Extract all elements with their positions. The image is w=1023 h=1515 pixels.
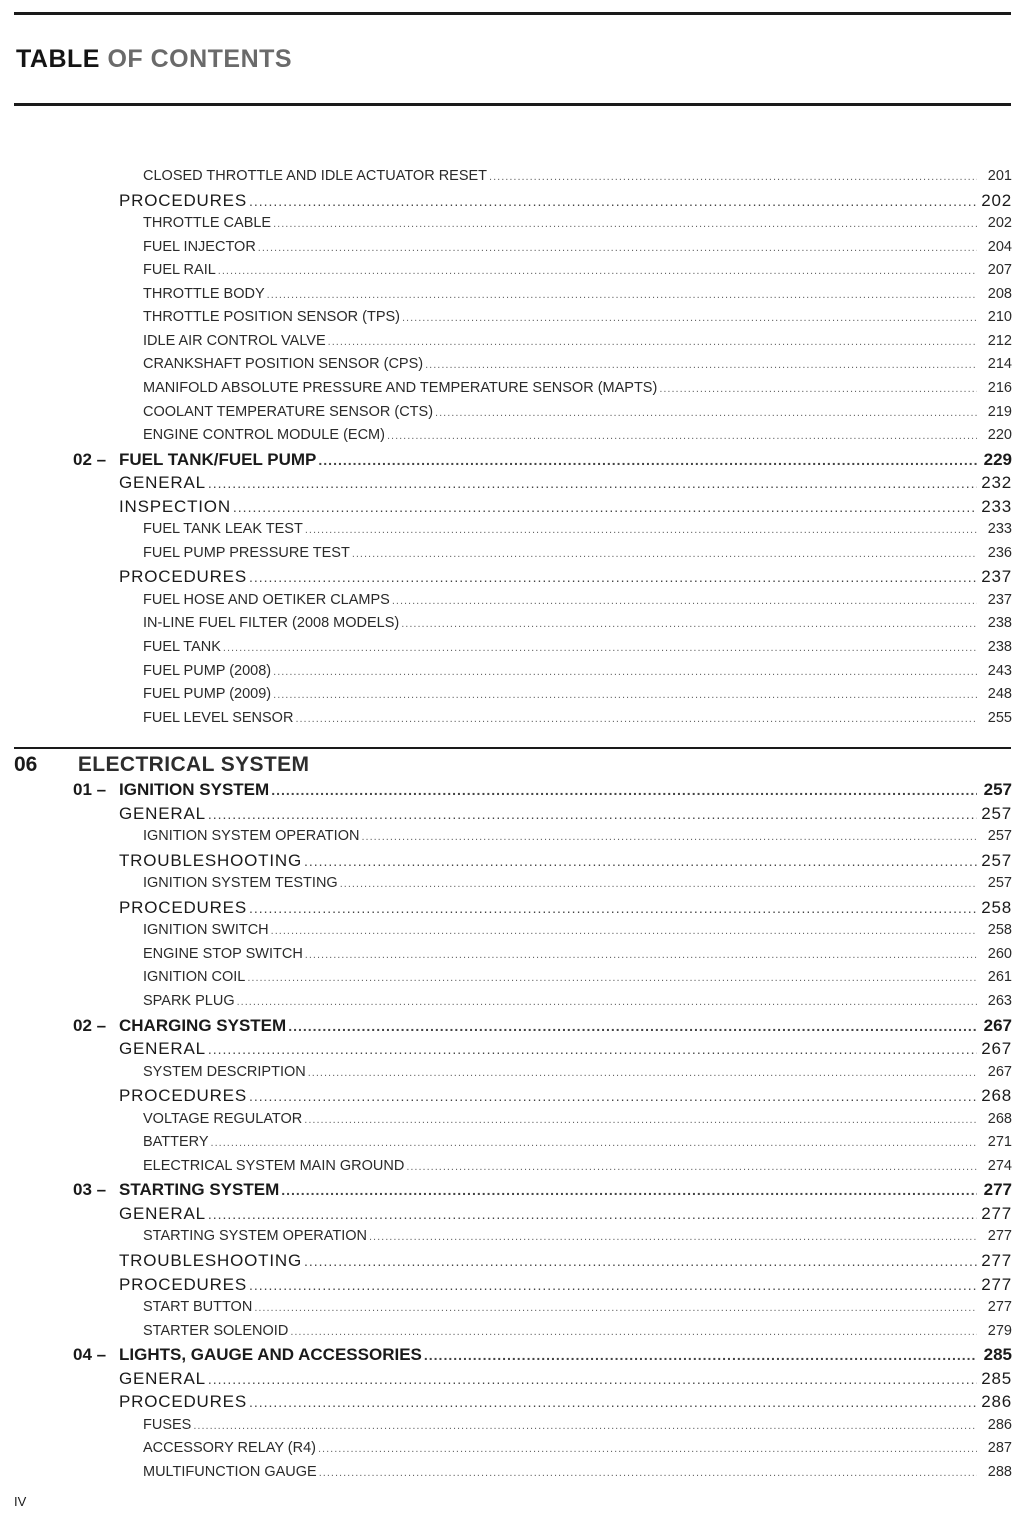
toc-entry-sub[interactable] — [143, 612, 1012, 635]
chapter-number: 03 – — [73, 1180, 107, 1200]
toc-entry-label: ENGINE STOP SWITCH — [143, 945, 303, 962]
toc-entry-label: STARTING SYSTEM — [119, 1180, 280, 1200]
toc-entry-page-number: 202 — [987, 215, 1012, 232]
toc-entry-label: PROCEDURES — [119, 897, 247, 917]
toc-entry-page-number: 285 — [981, 1368, 1012, 1388]
toc-entry-page-number: 267 — [981, 1039, 1012, 1059]
toc-entry-label: IGNITION SYSTEM OPERATION — [143, 828, 360, 845]
toc-entry-sub[interactable] — [143, 1225, 1012, 1248]
toc-entry-sub[interactable] — [143, 1155, 1012, 1178]
toc-entry-sub[interactable] — [143, 1108, 1012, 1131]
part-title: ELECTRICAL SYSTEM — [77, 753, 310, 776]
toc-entry-label: ENGINE CONTROL MODULE (ECM) — [143, 427, 385, 444]
dot-leader — [223, 637, 977, 660]
toc-entry-chapter[interactable] — [73, 778, 1012, 801]
dot-leader — [254, 1297, 977, 1320]
dot-leader — [237, 991, 977, 1014]
toc-entry-label: TROUBLESHOOTING — [119, 1251, 302, 1270]
dot-leader — [208, 1038, 977, 1061]
toc-entry-sub[interactable] — [143, 377, 1012, 400]
dot-leader — [281, 1179, 977, 1202]
toc-entry-page-number: 212 — [987, 332, 1012, 349]
toc-entry-label: FUEL PUMP (2008) — [143, 662, 272, 679]
toc-entry-chapter[interactable] — [73, 1343, 1012, 1366]
toc-entry-page-number: 277 — [987, 1299, 1012, 1316]
toc-entry-label: CRANKSHAFT POSITION SENSOR (CPS) — [143, 356, 424, 373]
toc-entry-section[interactable] — [119, 565, 1012, 588]
dot-leader — [406, 1156, 977, 1179]
part-number: 06 — [14, 753, 38, 776]
chapter-number: 02 – — [73, 449, 107, 469]
dot-leader — [267, 284, 977, 307]
toc-entry-sub[interactable] — [143, 330, 1012, 353]
toc-entry-page-number: 277 — [981, 1203, 1012, 1223]
toc-entry-sub[interactable] — [143, 990, 1012, 1013]
part-separator-rule — [14, 747, 1011, 749]
chapter-number: 04 – — [73, 1345, 107, 1365]
toc-entry-section[interactable] — [119, 1249, 1012, 1272]
dot-leader — [271, 920, 977, 943]
page-title-part1: TABLE — [16, 45, 100, 73]
dot-leader — [659, 378, 977, 401]
dot-leader — [424, 1344, 977, 1367]
toc-entry-chapter[interactable] — [73, 448, 1012, 471]
dot-leader — [489, 166, 977, 189]
toc-entry-sub[interactable] — [143, 683, 1012, 706]
toc-entry-label: BATTERY — [143, 1134, 209, 1151]
toc-entry-section[interactable] — [119, 802, 1012, 825]
toc-entry-label: THROTTLE CABLE — [143, 215, 272, 232]
dot-leader — [208, 803, 977, 826]
dot-leader — [340, 873, 977, 896]
toc-entry-label: FUEL TANK — [143, 639, 221, 655]
toc-entry-page-number: 277 — [981, 1274, 1012, 1294]
dot-leader — [208, 1368, 977, 1391]
toc-entry-page-number: 258 — [981, 897, 1012, 917]
toc-entry-page-number: 210 — [987, 309, 1012, 326]
toc-entry-label: ACCESSORY RELAY (R4) — [143, 1440, 316, 1457]
toc-entry-page-number: 233 — [981, 496, 1012, 516]
dot-leader — [304, 1250, 977, 1273]
toc-entry-section[interactable] — [119, 1037, 1012, 1060]
dot-leader — [273, 684, 977, 707]
dot-leader — [295, 708, 977, 731]
toc-entry-page-number: 237 — [981, 567, 1012, 587]
toc-entry-page-number: 238 — [987, 615, 1012, 632]
dot-leader — [271, 779, 977, 802]
toc-entry-sub[interactable] — [143, 707, 1012, 730]
dot-leader — [273, 661, 977, 684]
toc-entry-label: THROTTLE BODY — [143, 285, 265, 302]
toc-entry-page-number: 257 — [981, 803, 1012, 823]
dot-leader — [249, 1085, 977, 1108]
toc-entry-page-number: 207 — [987, 262, 1012, 279]
toc-entry-label: PROCEDURES — [119, 190, 247, 210]
toc-entry-page-number: 204 — [987, 238, 1012, 255]
toc-entry-page-number: 288 — [987, 1463, 1012, 1480]
dot-leader — [211, 1132, 977, 1155]
toc-entry-page-number: 232 — [981, 473, 1012, 493]
toc-entry-sub[interactable] — [143, 1437, 1012, 1460]
toc-entry-label: STARTER SOLENOID — [143, 1322, 289, 1339]
toc-entry-page-number: 277 — [987, 1228, 1012, 1245]
toc-entry-page-number: 287 — [987, 1440, 1012, 1457]
top-rule — [14, 12, 1011, 15]
dot-leader — [288, 1015, 977, 1038]
toc-entry-label: FUEL INJECTOR — [143, 238, 256, 255]
toc-entry-page-number: 248 — [987, 686, 1012, 703]
dot-leader — [435, 402, 977, 425]
toc-entry-sub[interactable] — [143, 236, 1012, 259]
toc-entry-section[interactable] — [119, 849, 1012, 872]
toc-entry-sub[interactable] — [143, 636, 1012, 659]
toc-entry-label: ELECTRICAL SYSTEM MAIN GROUND — [143, 1157, 405, 1174]
dot-leader — [249, 1391, 977, 1414]
toc-entry-label: PROCEDURES — [119, 1086, 247, 1106]
toc-entry-label: VOLTAGE REGULATOR — [143, 1110, 303, 1127]
toc-entry-label: FUEL TANK/FUEL PUMP — [119, 449, 317, 469]
dot-leader — [208, 1203, 977, 1226]
toc-entry-page-number: 238 — [987, 639, 1012, 655]
dot-leader — [402, 307, 977, 330]
toc-entry-label: INSPECTION — [119, 496, 231, 516]
toc-entry-label: FUEL LEVEL SENSOR — [143, 709, 294, 726]
page-title — [16, 45, 292, 74]
toc-entry-section[interactable] — [119, 1390, 1012, 1413]
toc-entry-page-number: 271 — [987, 1134, 1012, 1151]
toc-entry-page-number: 214 — [987, 356, 1012, 373]
toc-entry-page-number: 202 — [981, 190, 1012, 210]
toc-entry-label: PROCEDURES — [119, 567, 247, 587]
toc-entry-sub[interactable] — [143, 424, 1012, 447]
toc-entry-sub[interactable] — [143, 212, 1012, 235]
toc-entry-label: FUEL HOSE AND OETIKER CLAMPS — [143, 591, 390, 608]
toc-entry-sub[interactable] — [143, 1461, 1012, 1484]
toc-entry-page-number: 268 — [987, 1110, 1012, 1127]
toc-entry-section[interactable] — [119, 1273, 1012, 1296]
toc-entry-label: GENERAL — [119, 1039, 206, 1059]
dot-leader — [361, 826, 977, 849]
dot-leader — [305, 944, 977, 967]
toc-entry-sub[interactable] — [143, 518, 1012, 541]
dot-leader — [304, 1109, 977, 1132]
dot-leader — [208, 472, 977, 495]
toc-entry-sub[interactable] — [143, 542, 1012, 565]
toc-entry-page-number: 237 — [987, 591, 1012, 608]
toc-entry-page-number: 279 — [987, 1322, 1012, 1339]
toc-entry-label: GENERAL — [119, 1203, 206, 1223]
toc-entry-page-number: 286 — [987, 1416, 1012, 1433]
toc-entry-label: MANIFOLD ABSOLUTE PRESSURE AND TEMPERATURE SENSOR (MAPTS) — [143, 379, 658, 396]
page-title-part2: OF CONTENTS — [107, 45, 293, 73]
toc-entry-sub[interactable] — [143, 966, 1012, 989]
toc-entry-sub[interactable] — [143, 283, 1012, 306]
toc-entry-page-number: 257 — [987, 875, 1012, 892]
toc-entry-page-number: 258 — [987, 922, 1012, 939]
toc-entry-page-number: 219 — [987, 403, 1012, 420]
dot-leader — [318, 1438, 977, 1461]
toc-entry-label: IGNITION COIL — [143, 969, 246, 986]
dot-leader — [392, 590, 977, 613]
toc-entry-sub[interactable] — [143, 1414, 1012, 1437]
toc-entry-sub[interactable] — [143, 1061, 1012, 1084]
toc-entry-page-number: 229 — [983, 449, 1012, 469]
toc-entry-sub[interactable] — [143, 825, 1012, 848]
dot-leader — [319, 1462, 977, 1485]
dot-leader — [352, 543, 977, 566]
toc-entry-label: FUSES — [143, 1416, 192, 1433]
title-underline-rule — [14, 103, 1011, 106]
toc-entry-sub[interactable] — [143, 306, 1012, 329]
toc-entry-label: START BUTTON — [143, 1299, 253, 1316]
dot-leader — [369, 1226, 977, 1249]
toc-entry-sub[interactable] — [143, 165, 1012, 188]
page-number: IV — [14, 1494, 27, 1509]
toc-entry-label: STARTING SYSTEM OPERATION — [143, 1228, 367, 1245]
toc-entry-section[interactable] — [119, 189, 1012, 212]
dot-leader — [218, 260, 977, 283]
toc-entry-page-number: 267 — [987, 1063, 1012, 1080]
toc-entry-page-number: 257 — [987, 828, 1012, 845]
dot-leader — [318, 449, 977, 472]
toc-entry-label: IDLE AIR CONTROL VALVE — [143, 332, 326, 349]
toc-entry-sub[interactable] — [143, 259, 1012, 282]
toc-entry-page-number: 257 — [981, 850, 1012, 870]
dot-leader — [233, 496, 977, 519]
dot-leader — [258, 237, 977, 260]
toc-entry-label: IGNITION SYSTEM TESTING — [143, 875, 338, 892]
toc-entry-sub[interactable] — [143, 1296, 1012, 1319]
toc-entry-page-number: 285 — [983, 1345, 1012, 1365]
toc-entry-label: MULTIFUNCTION GAUGE — [143, 1463, 317, 1480]
toc-entry-page-number: 267 — [983, 1015, 1012, 1035]
toc-entry-page-number: 216 — [987, 379, 1012, 396]
toc-entry-label: PROCEDURES — [119, 1274, 247, 1294]
toc-entry-label: FUEL RAIL — [143, 262, 216, 279]
toc-entry-label: FUEL PUMP (2009) — [143, 686, 272, 703]
dot-leader — [273, 213, 977, 236]
toc-entry-sub[interactable] — [143, 353, 1012, 376]
toc-entry-section[interactable] — [119, 896, 1012, 919]
toc-entry-label: GENERAL — [119, 803, 206, 823]
toc-entry-page-number: 261 — [987, 969, 1012, 986]
toc-entry-page-number: 233 — [987, 521, 1012, 538]
toc-entry-chapter[interactable] — [73, 1178, 1012, 1201]
toc-entry-label: IGNITION SWITCH — [143, 922, 269, 939]
toc-entry-section[interactable] — [119, 1367, 1012, 1390]
toc-entry-sub[interactable] — [143, 872, 1012, 895]
toc-entry-label: GENERAL — [119, 1368, 206, 1388]
toc-entry-sub[interactable] — [143, 589, 1012, 612]
toc-entry-label: THROTTLE POSITION SENSOR (TPS) — [143, 309, 400, 326]
dot-leader — [401, 613, 977, 636]
toc-entry-label: TROUBLESHOOTING — [119, 850, 302, 870]
dot-leader — [387, 425, 977, 448]
toc-entry-page-number: 243 — [987, 662, 1012, 679]
toc-entry-label: GENERAL — [119, 473, 206, 493]
toc-entry-page-number: 208 — [987, 285, 1012, 302]
toc-entry-page-number: 201 — [987, 168, 1012, 184]
toc-entry-label: CHARGING SYSTEM — [119, 1015, 287, 1035]
part-heading — [14, 753, 309, 777]
toc-entry-page-number: 260 — [987, 945, 1012, 962]
toc-entry-label: SPARK PLUG — [143, 992, 235, 1009]
toc-entry-page-number: 277 — [981, 1251, 1012, 1270]
chapter-number: 02 – — [73, 1015, 107, 1035]
toc-entry-section[interactable] — [119, 1202, 1012, 1225]
toc-entry-section[interactable] — [119, 471, 1012, 494]
toc-entry-page-number: 255 — [987, 709, 1012, 726]
toc-entry-page-number: 274 — [987, 1157, 1012, 1174]
toc-entry-label: FUEL TANK LEAK TEST — [143, 521, 303, 538]
dot-leader — [425, 354, 977, 377]
toc-entry-sub[interactable] — [143, 1320, 1012, 1343]
toc-entry-label: COOLANT TEMPERATURE SENSOR (CTS) — [143, 403, 434, 420]
dot-leader — [328, 331, 977, 354]
toc-entry-section[interactable] — [119, 1084, 1012, 1107]
dot-leader — [249, 897, 977, 920]
dot-leader — [249, 190, 977, 213]
toc-entry-label: IGNITION SYSTEM — [119, 780, 270, 799]
toc-entry-sub[interactable] — [143, 1131, 1012, 1154]
chapter-number: 01 – — [73, 780, 107, 799]
toc-entry-label: PROCEDURES — [119, 1392, 247, 1412]
toc-entry-page-number: 286 — [981, 1392, 1012, 1412]
dot-leader — [308, 1062, 977, 1085]
toc-entry-label: CLOSED THROTTLE AND IDLE ACTUATOR RESET — [143, 168, 488, 184]
toc-entry-page-number: 277 — [983, 1180, 1012, 1200]
toc-entry-label: SYSTEM DESCRIPTION — [143, 1063, 306, 1080]
dot-leader — [247, 967, 977, 990]
toc-entry-page-number: 268 — [981, 1086, 1012, 1106]
toc-entry-page-number: 257 — [983, 780, 1012, 799]
dot-leader — [304, 850, 977, 873]
toc-entry-page-number: 236 — [987, 544, 1012, 561]
toc-entry-page-number: 263 — [987, 992, 1012, 1009]
toc-entry-sub[interactable] — [143, 401, 1012, 424]
dot-leader — [193, 1415, 977, 1438]
dot-leader — [249, 566, 977, 589]
toc-entry-section[interactable] — [119, 495, 1012, 518]
dot-leader — [249, 1274, 977, 1297]
dot-leader — [305, 519, 977, 542]
toc-entry-sub[interactable] — [143, 919, 1012, 942]
toc-entry-page-number: 220 — [987, 427, 1012, 444]
toc-entry-sub[interactable] — [143, 660, 1012, 683]
toc-entry-label: IN-LINE FUEL FILTER (2008 MODELS) — [143, 615, 400, 632]
dot-leader — [290, 1321, 977, 1344]
toc-entry-sub[interactable] — [143, 943, 1012, 966]
toc-entry-label: LIGHTS, GAUGE AND ACCESSORIES — [119, 1345, 422, 1365]
toc-entry-label: FUEL PUMP PRESSURE TEST — [143, 544, 350, 561]
toc-entry-chapter[interactable] — [73, 1014, 1012, 1037]
